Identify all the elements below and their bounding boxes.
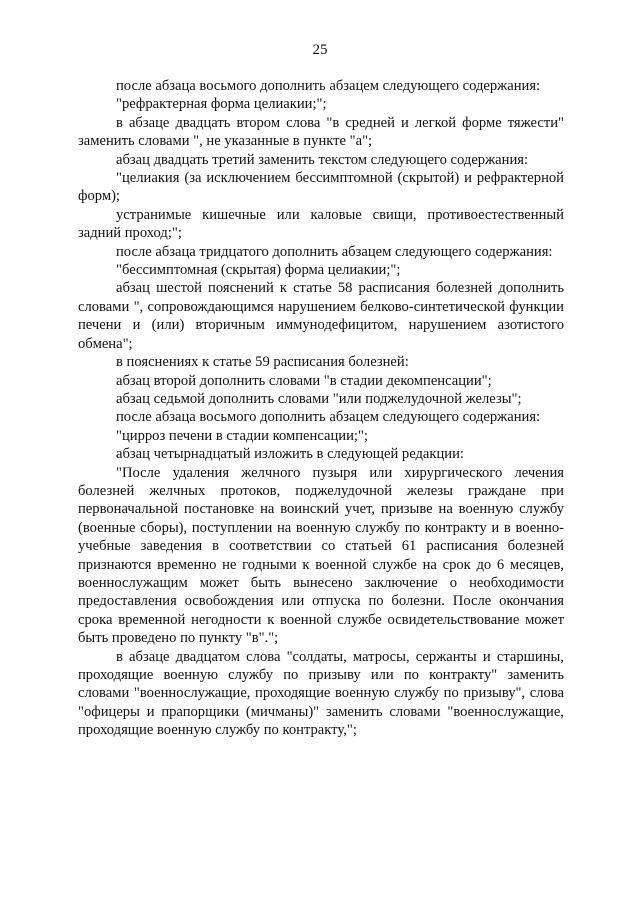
paragraph: абзац двадцать третий заменить текстом следующего содержания: — [116, 151, 529, 168]
paragraph: после абзаца восьмого дополнить абзацем следующего содержания: — [116, 409, 541, 426]
paragraph: абзац четырнадцатый изложить в следующей редакции: — [116, 446, 464, 463]
paragraph: в абзаце двадцать втором слова "в средней и легкой форме тяжести" заменить словами ", не указанные в пункте "а"; — [78, 114, 564, 150]
paragraph: в абзаце двадцатом слова "солдаты, матросы, сержанты и старшины, проходящие военную службу по призыву или по контракту" заменить словами "военнослужащие, проходящие военную службу по призыву", слова "офицеры и прапорщики (мичманы)" заменить словами "военнослужащие, проходящие военную службу по контракту,"; — [78, 648, 564, 739]
document-body — [78, 77, 564, 740]
page-number: 25 — [312, 42, 328, 58]
paragraph: после абзаца тридцатого дополнить абзацем следующего содержания: — [116, 243, 553, 260]
paragraph: абзац седьмой дополнить словами "или поджелудочной железы"; — [116, 390, 522, 407]
paragraph: "рефрактерная форма целиакии;"; — [116, 96, 327, 113]
paragraph: "цирроз печени в стадии компенсации;"; — [116, 427, 368, 444]
paragraph: в пояснениях к статье 59 расписания болезней: — [116, 354, 409, 371]
paragraph: абзац шестой пояснений к статье 58 расписания болезней дополнить словами ", сопровождающимся нарушением белково-синтетической функции печени и (или) вторичным иммунодефицитом, нарушением азотистого обмена"; — [78, 280, 564, 352]
paragraph: абзац второй дополнить словами "в стадии декомпенсации"; — [116, 372, 492, 389]
paragraph: "После удаления желчного пузыря или хирургического лечения болезней желчных протоков, поджелудочной железы граждане при первоначальной постановке на воинский учет, призыве на военную службу (военные сборы), поступлении на военную службу по контракту и в военно-учебные заведения в соответствии со статьей 61 расписания болезней признаются временно не годными к военной службе на срок до 6 месяцев, военнослужащим может быть вынесено заключение о необходимости предоставления освобождения или отпуска по болезни. После окончания срока временной негодности к военной службе освидетельствование может быть проведено по пункту "в"."; — [78, 464, 564, 647]
paragraph: устранимые кишечные или каловые свищи, противоестественный задний проход;"; — [78, 206, 564, 242]
paragraph: после абзаца восьмого дополнить абзацем следующего содержания: — [116, 78, 541, 94]
paragraph: "целиакия (за исключением бессимптомной (скрытой) и рефрактерной форм); — [78, 170, 564, 205]
paragraph: "бессимптомная (скрытая) форма целиакии;"; — [116, 262, 401, 279]
